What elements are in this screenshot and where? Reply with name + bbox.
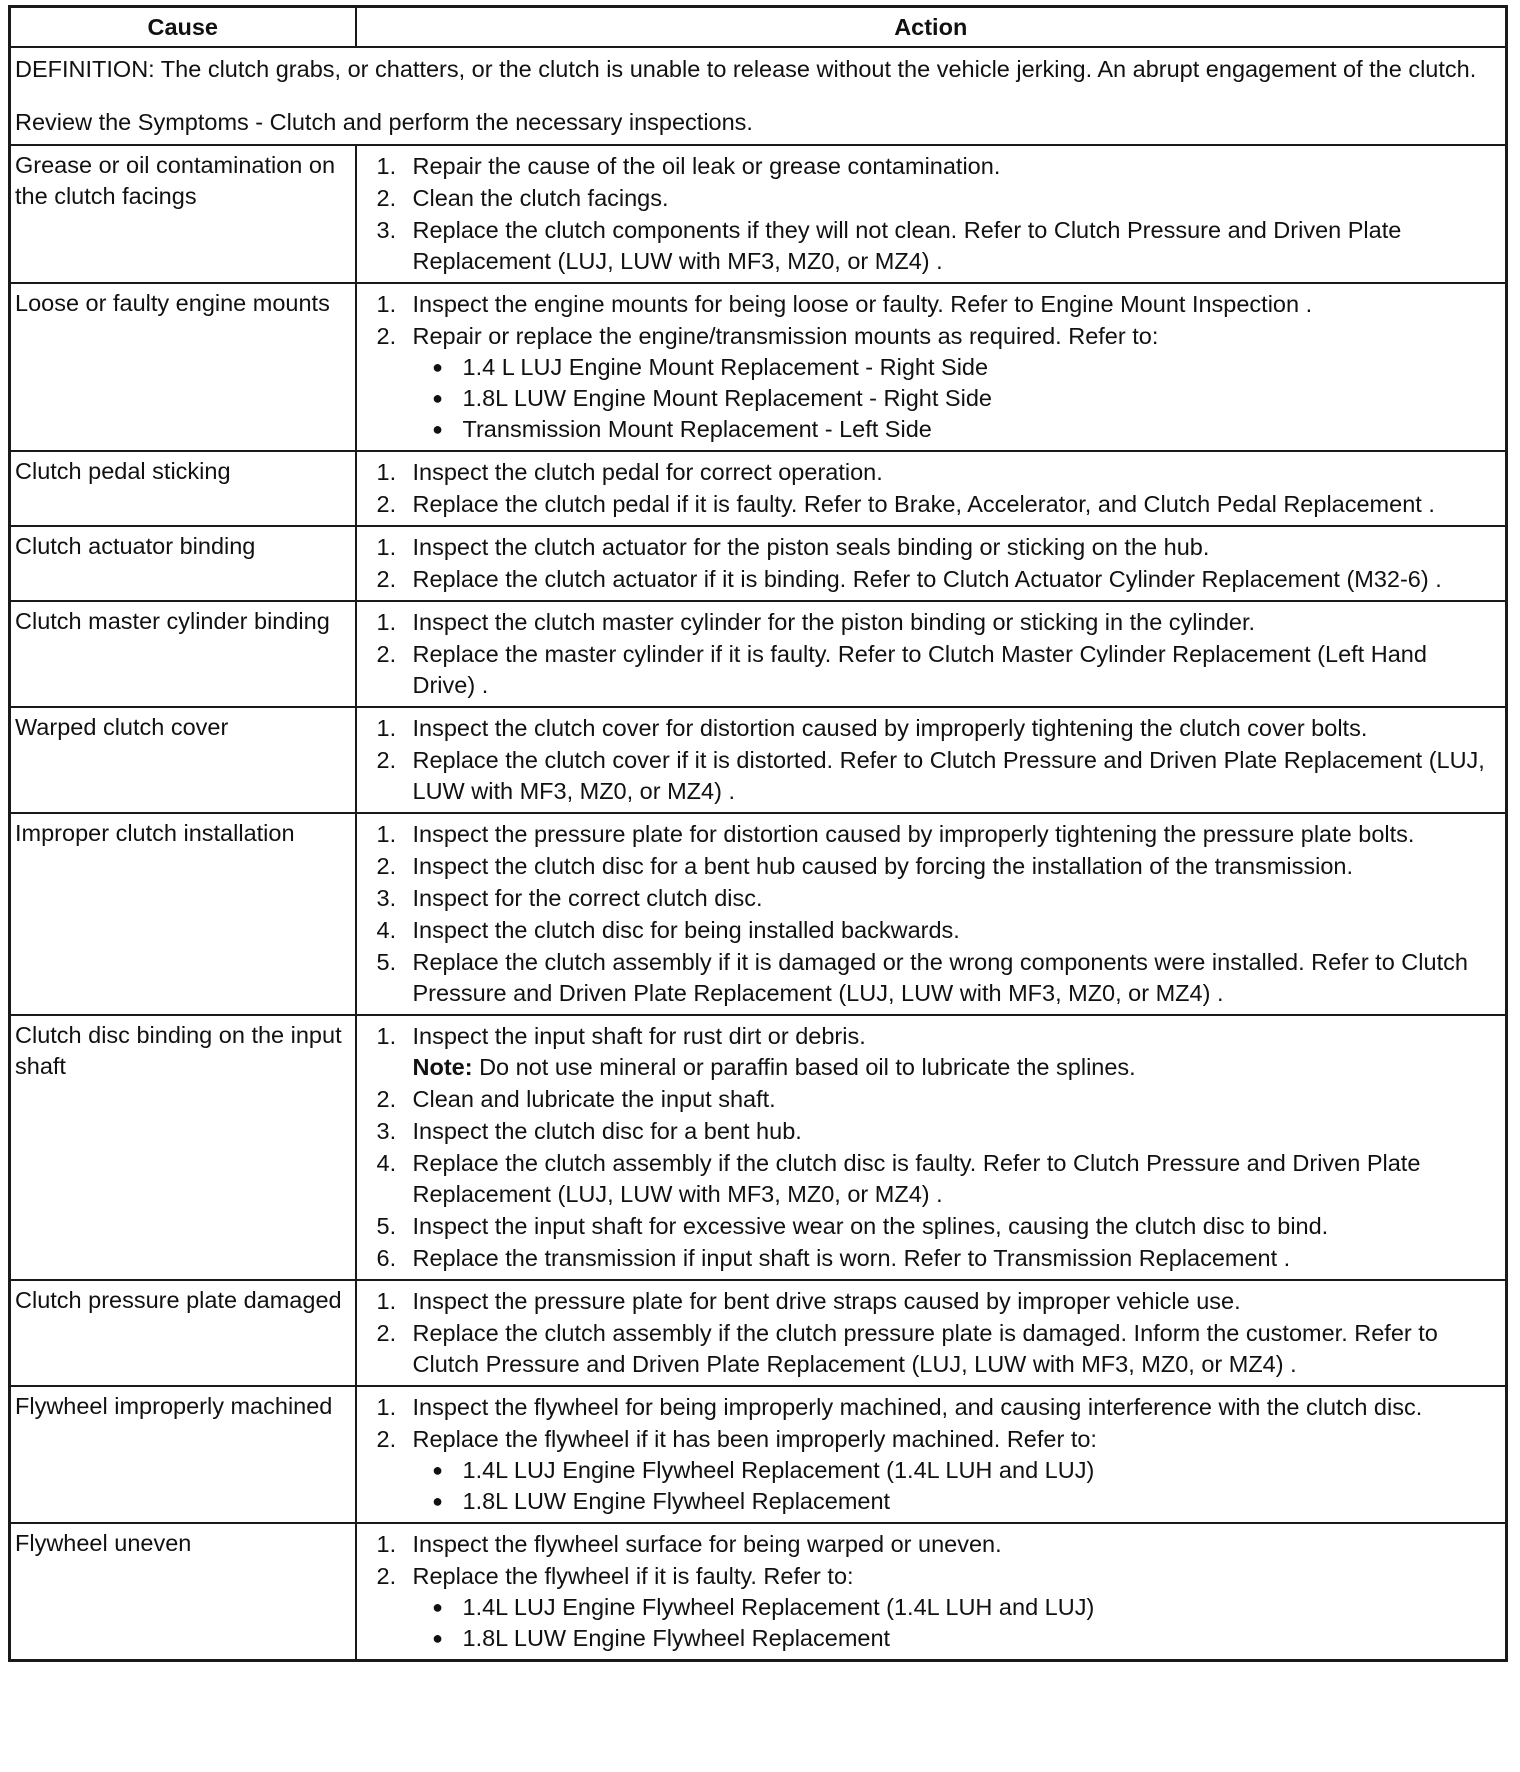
step-number: 4. — [376, 917, 397, 943]
action-cell — [356, 1015, 1507, 1280]
step-text: Replace the clutch assembly if it is damaged or the wrong components were installed. Refer to Clutch Pressure and Driven Plate Replacement (LUJ, LUW with MF3, MZ0, or MZ4) . — [412, 949, 1468, 1006]
step-body — [413, 819, 1496, 850]
definition-cell — [10, 47, 1507, 145]
action-step — [377, 1243, 1496, 1274]
reference-item — [413, 1623, 1496, 1654]
step-text: Inspect the pressure plate for bent drive straps caused by improper vehicle use. — [412, 1288, 1241, 1314]
step-number: 5. — [376, 1213, 397, 1239]
table-row — [10, 1523, 1507, 1661]
step-number: 3. — [376, 885, 397, 911]
reference-link: 1.4L LUJ Engine Flywheel Replacement (1.4L LUH and LUJ) — [462, 1594, 1095, 1620]
action-cell — [356, 707, 1507, 813]
action-step — [377, 1561, 1496, 1654]
action-cell — [356, 813, 1507, 1015]
action-step — [377, 1286, 1496, 1317]
cause-cell: Clutch actuator binding — [10, 526, 356, 601]
table-row — [10, 283, 1507, 451]
action-steps-list — [377, 1392, 1496, 1517]
step-body — [413, 489, 1496, 520]
action-step — [377, 321, 1496, 445]
bullet-dot-icon: ● — [432, 1491, 443, 1511]
action-steps-list — [377, 607, 1496, 701]
step-text: Replace the clutch components if they will not clean. Refer to Clutch Pressure and Driven Plate Replacement (LUJ, LUW with MF3, MZ0, or MZ4) . — [412, 217, 1402, 274]
action-step — [377, 1529, 1496, 1560]
step-text: Inspect the clutch master cylinder for the piston binding or sticking in the cylinder. — [412, 609, 1256, 635]
step-text: Inspect the flywheel for being improperly machined, and causing interference with the clutch disc. — [412, 1394, 1423, 1420]
step-number: 1. — [376, 291, 397, 317]
reference-list — [413, 352, 1496, 445]
action-step — [377, 289, 1496, 320]
step-text: Replace the clutch cover if it is distorted. Refer to Clutch Pressure and Driven Plate Replacement (LUJ, LUW with MF3, MZ0, or MZ4) . — [412, 747, 1485, 804]
note-label: Note: — [412, 1054, 473, 1080]
step-text: Repair or replace the engine/transmission mounts as required. Refer to: — [412, 323, 1159, 349]
step-number: 2. — [376, 1320, 397, 1346]
review-text: Review the Symptoms - Clutch and perform the necessary inspections. — [15, 109, 753, 135]
step-body — [413, 639, 1496, 701]
step-body — [413, 1392, 1496, 1423]
action-step — [377, 457, 1496, 488]
table-row — [10, 526, 1507, 601]
cause-cell: Clutch disc binding on the input shaft — [10, 1015, 356, 1280]
step-body — [413, 713, 1496, 744]
action-step — [377, 883, 1496, 914]
step-number: 1. — [376, 1023, 397, 1049]
reference-item — [413, 1486, 1496, 1517]
step-text: Replace the transmission if input shaft is worn. Refer to Transmission Replacement . — [412, 1245, 1291, 1271]
step-body — [413, 1424, 1496, 1517]
step-text: Replace the flywheel if it has been improperly machined. Refer to: — [412, 1426, 1097, 1452]
step-number: 1. — [376, 459, 397, 485]
step-text: Inspect the input shaft for excessive wear on the splines, causing the clutch disc to bind. — [412, 1213, 1329, 1239]
step-body — [413, 1561, 1496, 1654]
step-number: 2. — [376, 853, 397, 879]
bullet-dot-icon: ● — [432, 357, 443, 377]
step-text: Replace the clutch assembly if the clutch disc is faulty. Refer to Clutch Pressure and Driven Plate Replacement (LUJ, LUW with MF3, MZ0, or MZ4) . — [412, 1150, 1421, 1207]
action-step — [377, 639, 1496, 701]
step-text: Inspect the pressure plate for distortion caused by improperly tightening the pressure plate bolts. — [412, 821, 1415, 847]
action-cell — [356, 451, 1507, 526]
step-text: Inspect the clutch disc for a bent hub caused by forcing the installation of the transmission. — [412, 853, 1354, 879]
definition-text: DEFINITION: The clutch grabs, or chatters, or the clutch is unable to release without the vehicle jerking. An abrupt engagement of the clutch. — [15, 56, 1477, 82]
step-body — [413, 457, 1496, 488]
bullet-dot-icon: ● — [432, 1597, 443, 1617]
action-step — [377, 607, 1496, 638]
action-steps-list — [377, 289, 1496, 445]
header-row — [10, 7, 1507, 48]
step-body — [413, 564, 1496, 595]
table-row — [10, 813, 1507, 1015]
action-cell — [356, 145, 1507, 283]
cause-column-header: Cause — [10, 7, 356, 48]
step-text: Replace the clutch assembly if the clutch pressure plate is damaged. Inform the customer. Refer to Clutch Pressure and Driven Plate Replacement (LUJ, LUW with MF3, MZ0, or MZ4) . — [412, 1320, 1438, 1377]
reference-link: 1.4L LUJ Engine Flywheel Replacement (1.4L LUH and LUJ) — [462, 1457, 1095, 1483]
bullet-dot-icon: ● — [432, 388, 443, 408]
action-step — [377, 745, 1496, 807]
step-text: Clean and lubricate the input shaft. — [412, 1086, 776, 1112]
step-number: 1. — [376, 534, 397, 560]
action-cell — [356, 1523, 1507, 1661]
step-text: Inspect the clutch pedal for correct operation. — [412, 459, 883, 485]
step-body — [413, 1211, 1496, 1242]
step-number: 1. — [376, 1531, 397, 1557]
action-steps-list — [377, 1529, 1496, 1654]
action-cell — [356, 283, 1507, 451]
table-row — [10, 601, 1507, 707]
cause-cell: Flywheel improperly machined — [10, 1386, 356, 1523]
step-body — [413, 1243, 1496, 1274]
step-body — [413, 215, 1496, 277]
step-body — [413, 1084, 1496, 1115]
table-row — [10, 707, 1507, 813]
step-body — [413, 947, 1496, 1009]
table-row — [10, 1015, 1507, 1280]
step-number: 2. — [376, 1563, 397, 1589]
action-cell — [356, 526, 1507, 601]
step-number: 1. — [376, 821, 397, 847]
action-steps-list — [377, 457, 1496, 520]
action-step — [377, 183, 1496, 214]
bullet-dot-icon: ● — [432, 1460, 443, 1480]
step-number: 2. — [376, 1086, 397, 1112]
action-step — [377, 947, 1496, 1009]
action-step — [377, 1084, 1496, 1115]
action-steps-list — [377, 1286, 1496, 1380]
step-body — [413, 1529, 1496, 1560]
step-text: Inspect the engine mounts for being loose or faulty. Refer to Engine Mount Inspection . — [412, 291, 1313, 317]
table-row — [10, 145, 1507, 283]
step-text: Inspect the clutch actuator for the piston seals binding or sticking on the hub. — [412, 534, 1210, 560]
action-step — [377, 1424, 1496, 1517]
cause-cell: Clutch pressure plate damaged — [10, 1280, 356, 1386]
step-number: 2. — [376, 491, 397, 517]
action-column-header: Action — [356, 7, 1507, 48]
step-text: Inspect the clutch cover for distortion caused by improperly tightening the clutch cover bolts. — [412, 715, 1368, 741]
action-cell — [356, 1280, 1507, 1386]
step-body — [413, 915, 1496, 946]
step-number: 2. — [376, 747, 397, 773]
step-text: Replace the clutch pedal if it is faulty. Refer to Brake, Accelerator, and Clutch Pedal Replacement . — [412, 491, 1435, 517]
action-step — [377, 1148, 1496, 1210]
diagnostic-table — [8, 5, 1508, 1662]
step-body — [413, 1286, 1496, 1317]
cause-cell: Flywheel uneven — [10, 1523, 356, 1661]
cause-cell: Clutch pedal sticking — [10, 451, 356, 526]
action-cell — [356, 1386, 1507, 1523]
step-text: Replace the flywheel if it is faulty. Refer to: — [412, 1563, 854, 1589]
step-number: 6. — [376, 1245, 397, 1271]
step-text: Repair the cause of the oil leak or grease contamination. — [412, 153, 1001, 179]
step-note — [413, 1052, 1496, 1083]
step-text: Inspect the clutch disc for a bent hub. — [412, 1118, 802, 1144]
reference-link: 1.8L LUW Engine Mount Replacement - Right Side — [462, 385, 992, 411]
step-body — [413, 1021, 1496, 1083]
reference-link: Transmission Mount Replacement - Left Side — [462, 416, 932, 442]
action-step — [377, 1392, 1496, 1423]
action-step — [377, 819, 1496, 850]
step-number: 1. — [376, 715, 397, 741]
reference-link: 1.4 L LUJ Engine Mount Replacement - Right Side — [462, 354, 989, 380]
step-text: Inspect the flywheel surface for being warped or uneven. — [412, 1531, 1002, 1557]
cause-cell: Clutch master cylinder binding — [10, 601, 356, 707]
step-number: 2. — [376, 323, 397, 349]
step-text: Inspect for the correct clutch disc. — [412, 885, 763, 911]
action-step — [377, 215, 1496, 277]
step-number: 3. — [376, 1118, 397, 1144]
step-number: 4. — [376, 1150, 397, 1176]
action-cell — [356, 601, 1507, 707]
step-body — [413, 607, 1496, 638]
action-step — [377, 915, 1496, 946]
bullet-dot-icon: ● — [432, 419, 443, 439]
reference-item — [413, 383, 1496, 414]
reference-list — [413, 1455, 1496, 1517]
step-body — [413, 745, 1496, 807]
step-number: 2. — [376, 641, 397, 667]
step-number: 1. — [376, 1288, 397, 1314]
definition-row — [10, 47, 1507, 145]
table-body — [10, 47, 1507, 1661]
reference-link: 1.8L LUW Engine Flywheel Replacement — [462, 1488, 891, 1514]
reference-item — [413, 352, 1496, 383]
table-row — [10, 1386, 1507, 1523]
cause-cell: Loose or faulty engine mounts — [10, 283, 356, 451]
action-steps-list — [377, 1021, 1496, 1274]
action-step — [377, 1211, 1496, 1242]
step-body — [413, 151, 1496, 182]
cause-cell: Warped clutch cover — [10, 707, 356, 813]
step-body — [413, 1148, 1496, 1210]
step-body — [413, 321, 1496, 445]
cause-cell: Improper clutch installation — [10, 813, 356, 1015]
action-steps-list — [377, 532, 1496, 595]
step-text: Inspect the input shaft for rust dirt or debris. — [412, 1023, 866, 1049]
action-step — [377, 851, 1496, 882]
step-number: 1. — [376, 609, 397, 635]
step-text: Replace the master cylinder if it is faulty. Refer to Clutch Master Cylinder Replacement (Left Hand Drive) . — [412, 641, 1427, 698]
action-steps-list — [377, 151, 1496, 277]
action-step — [377, 1318, 1496, 1380]
table-row — [10, 451, 1507, 526]
note-text: Do not use mineral or paraffin based oil to lubricate the splines. — [479, 1054, 1136, 1080]
step-body — [413, 1318, 1496, 1380]
step-body — [413, 1116, 1496, 1147]
reference-list — [413, 1592, 1496, 1654]
action-step — [377, 532, 1496, 563]
step-number: 1. — [376, 1394, 397, 1420]
reference-item — [413, 1455, 1496, 1486]
step-text: Clean the clutch facings. — [412, 185, 669, 211]
bullet-dot-icon: ● — [432, 1628, 443, 1648]
table-row — [10, 1280, 1507, 1386]
step-body — [413, 883, 1496, 914]
step-number: 2. — [376, 185, 397, 211]
reference-item — [413, 1592, 1496, 1623]
action-steps-list — [377, 819, 1496, 1009]
action-steps-list — [377, 713, 1496, 807]
reference-link: 1.8L LUW Engine Flywheel Replacement — [462, 1625, 891, 1651]
action-step — [377, 713, 1496, 744]
action-step — [377, 1021, 1496, 1083]
cause-cell: Grease or oil contamination on the clutch facings — [10, 145, 356, 283]
action-step — [377, 1116, 1496, 1147]
action-step — [377, 489, 1496, 520]
step-body — [413, 532, 1496, 563]
step-number: 3. — [376, 217, 397, 243]
action-step — [377, 564, 1496, 595]
reference-item — [413, 414, 1496, 445]
step-number: 2. — [376, 566, 397, 592]
step-body — [413, 183, 1496, 214]
step-text: Inspect the clutch disc for being installed backwards. — [412, 917, 960, 943]
step-number: 1. — [376, 153, 397, 179]
step-text: Replace the clutch actuator if it is binding. Refer to Clutch Actuator Cylinder Replacement (M32-6) . — [412, 566, 1442, 592]
action-step — [377, 151, 1496, 182]
step-number: 5. — [376, 949, 397, 975]
step-body — [413, 289, 1496, 320]
step-number: 2. — [376, 1426, 397, 1452]
step-body — [413, 851, 1496, 882]
